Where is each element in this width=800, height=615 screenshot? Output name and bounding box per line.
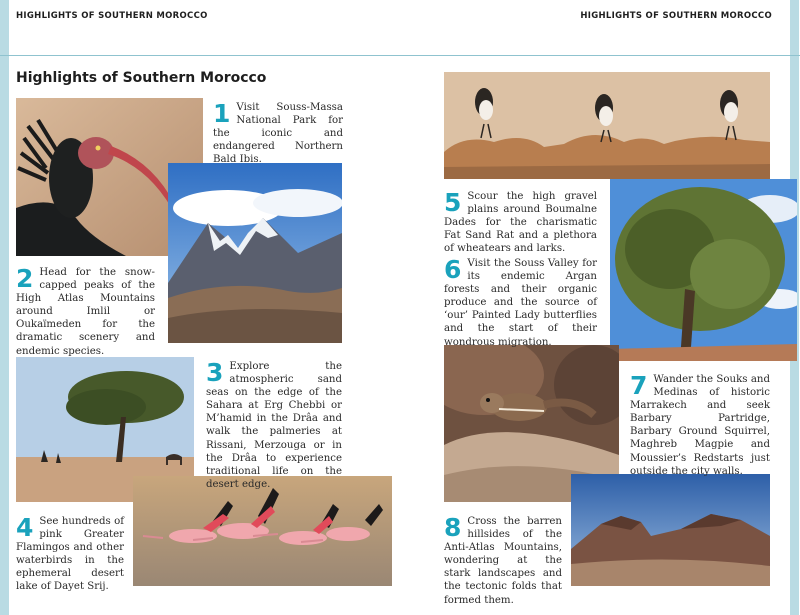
highlight-1 (213, 101, 343, 166)
running-head-left: HIGHLIGHTS OF SOUTHERN MOROCCO (16, 11, 208, 21)
highlight-2 (16, 266, 155, 358)
highlight-number: 5 (444, 188, 462, 217)
highlight-number: 7 (630, 371, 648, 400)
high-atlas-photo (168, 163, 342, 343)
highlight-text: Wander the Souks and Medinas of historic Marrakech and seek Barbary Partridge, Barbary Ground Squirrel, Maghreb Magpie and Moussier’s Redstarts just outside the city walls. (630, 374, 770, 477)
header-rule (0, 55, 800, 56)
highlight-number: 2 (16, 264, 34, 293)
highlight-text: Scour the high gravel plains around Boumalne Dades for the charismatic Fat Sand Rat and a plethora of wheatears and larks. (444, 191, 597, 255)
highlight-text: Cross the barren hillsides of the Anti-Atlas Mountains, wondering at the stark landscapes and the tectonic folds that formed them. (444, 516, 562, 606)
highlight-number: 3 (206, 358, 224, 387)
highlight-4 (16, 515, 124, 594)
highlight-number: 6 (444, 255, 462, 284)
highlight-text: Head for the snow-capped peaks of the High Atlas Mountains around Imlil or Oukaïmeden for the dramatic scenery and endemic species. (16, 267, 155, 357)
highlight-3 (206, 360, 342, 491)
flamingos-photo (133, 476, 392, 586)
highlight-6 (444, 257, 597, 349)
wheatears-photo (444, 72, 770, 179)
highlight-number: 4 (16, 513, 34, 542)
highlight-number: 8 (444, 513, 462, 542)
highlight-7 (630, 373, 770, 478)
highlight-8 (444, 515, 562, 607)
highlight-text: See hundreds of pink Greater Flamingos and other waterbirds in the ephemeral desert lake of Dayet Srij. (16, 516, 124, 593)
left-margin-band (0, 0, 9, 615)
highlight-text: Visit the Souss Valley for its endemic Argan forests and their organic produce and the source of ‘our’ Painted Lady butterflies and the start of their wondrous migration. (444, 258, 597, 348)
anti-atlas-photo (571, 474, 770, 586)
highlight-5 (444, 190, 597, 255)
highlight-text: Visit Souss-Massa National Park for the iconic and endangered Northern Bald Ibis. (213, 102, 343, 166)
highlight-text: Explore the atmospheric sand seas on the edge of the Sahara at Erg Chebbi or M’hamid in the Drâa and walk the palmeries at Rissani, Merzouga or in the Drâa to experience traditional life on the desert edge. (206, 361, 342, 490)
argan-tree-photo (610, 179, 797, 361)
highlight-number: 1 (213, 99, 231, 128)
running-head-right: HIGHLIGHTS OF SOUTHERN MOROCCO (580, 11, 772, 21)
page-title: Highlights of Southern Morocco (16, 70, 267, 86)
